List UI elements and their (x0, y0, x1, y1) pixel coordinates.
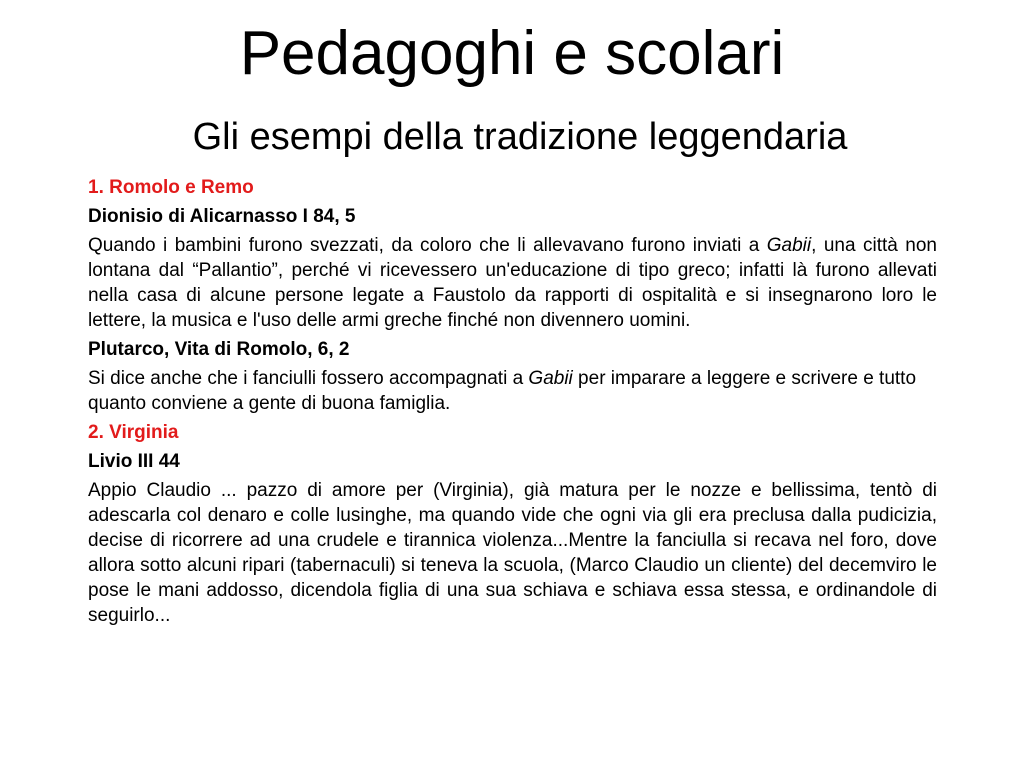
passage-text: Si dice anche che i fanciulli fossero accompagnati a (88, 368, 529, 389)
section-heading-virginia: 2. Virginia (88, 422, 179, 443)
passage-dionisio (88, 233, 937, 333)
passage-plutarco (88, 366, 937, 416)
section-heading-romolo-remo: 1. Romolo e Remo (88, 177, 254, 198)
passage-text: , una città non lontana dal “Pallantio”, perché vi ricevessero un'educazione di tipo greco; infatti là furono allevati nella casa di alcune persone legate a Faustolo da rapporti di ospitalità e si insegnarono loro le lettere, la musica e l'uso delle armi greche finché non divennero uomini. (88, 235, 937, 331)
slide-content (88, 175, 937, 632)
passage-italic-place: Gabii (766, 235, 812, 256)
passage-italic-place: Gabii (528, 368, 573, 389)
passage-text: per imparare a leggere e scrivere e tutto quanto conviene a gente di buona famiglia. (88, 368, 917, 414)
citation-livio: Livio III 44 (88, 451, 180, 472)
passage-text: Quando i bambini furono svezzati, da coloro che li allevavano furono inviati a (88, 235, 767, 256)
citation-plutarco: Plutarco, Vita di Romolo, 6, 2 (88, 339, 350, 360)
citation-dionisio: Dionisio di Alicarnasso I 84, 5 (88, 206, 356, 227)
slide-subtitle: Gli esempi della tradizione leggendaria (192, 116, 848, 158)
passage-livio: Appio Claudio ... pazzo di amore per (Virginia), già matura per le nozze e bellissima, tentò di adescarla col denaro e colle lusinghe, ma quando vide che ogni via gli era preclusa dalla pudicizia, decise di ricorrere ad una crudele e tirannica violenza...Mentre la fanciulla si recava nel foro, dove allora sotto alcuni ripari (tabernaculi) si teneva la scuola, (Marco Claudio un cliente) del decemviro le pose le mani addosso, dicendola figlia di una sua schiava e schiava essa stessa, e ordinandole di seguirlo... (88, 480, 937, 626)
slide-title: Pedagoghi e scolari (239, 19, 785, 88)
